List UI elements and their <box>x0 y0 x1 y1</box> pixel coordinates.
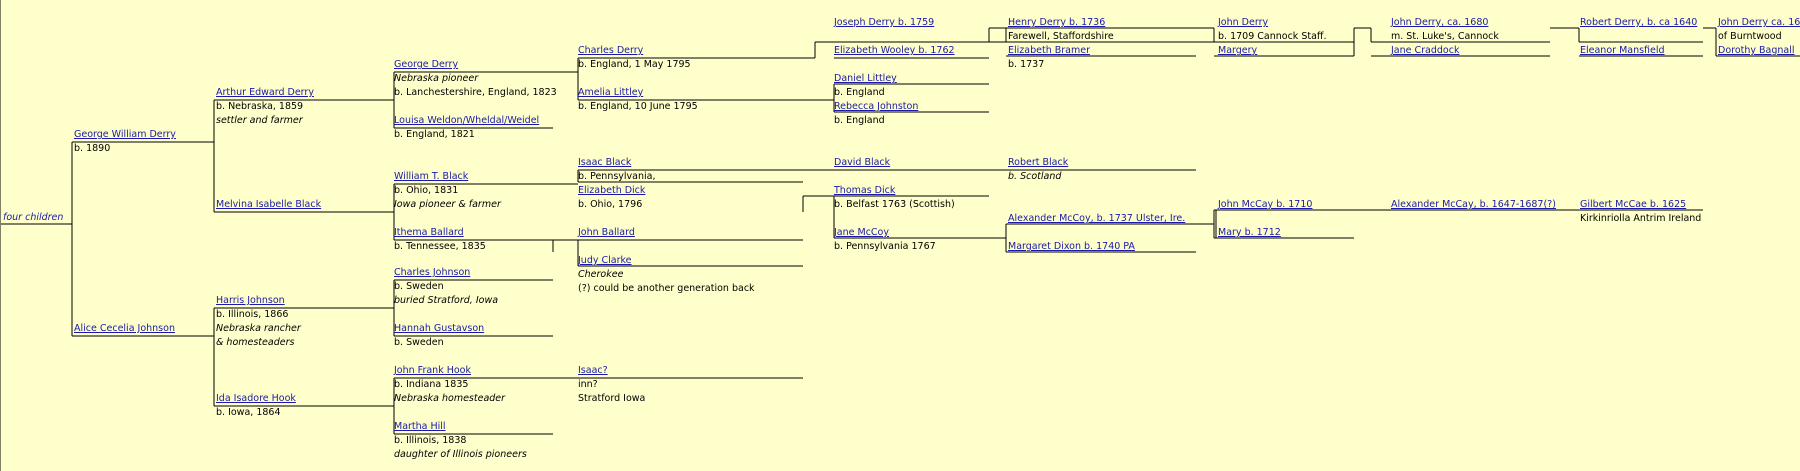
george-derry-birth: b. Lanchestershire, England, 1823 <box>394 87 557 98</box>
person-john-frank-hook[interactable]: John Frank Hook <box>394 365 471 376</box>
person-elizabeth-wooley[interactable]: Elizabeth Wooley b. 1762 <box>834 45 955 56</box>
person-elizabeth-dick[interactable]: Elizabeth Dick <box>578 185 646 196</box>
daniel-birth: b. England <box>834 87 885 98</box>
person-george-derry[interactable]: George Derry <box>394 59 459 70</box>
four-children-label[interactable]: four children <box>3 212 64 223</box>
robert-black-birth: b. Scotland <box>1008 171 1062 182</box>
ithema-birth: b. Tennessee, 1835 <box>394 241 486 252</box>
harris-note-1: Nebraska rancher <box>216 323 301 334</box>
ida-birth: b. Iowa, 1864 <box>216 407 281 418</box>
isaac-unknown-line-1: inn? <box>578 379 598 390</box>
gilbert-place: Kirkinriolla Antrim Ireland <box>1580 213 1702 224</box>
person-george-william-derry[interactable]: George William Derry <box>74 129 176 140</box>
person-amelia-littley[interactable]: Amelia Littley <box>578 87 644 98</box>
person-harris-johnson[interactable]: Harris Johnson <box>216 295 285 306</box>
person-eleanor-mansfield[interactable]: Eleanor Mansfield <box>1580 45 1665 56</box>
judy-note-2: (?) could be another generation back <box>578 283 755 294</box>
person-ithema-ballard[interactable]: Ithema Ballard <box>394 227 464 238</box>
john-derry-16xx-place: of Burntwood <box>1718 31 1782 42</box>
person-martha-hill[interactable]: Martha Hill <box>394 421 446 432</box>
person-charles-derry[interactable]: Charles Derry <box>578 45 644 56</box>
person-rebecca-johnston[interactable]: Rebecca Johnston <box>834 101 919 112</box>
person-dorothy-bagnall[interactable]: Dorothy Bagnall <box>1718 45 1795 56</box>
charles-derry-birth: b. England, 1 May 1795 <box>578 59 691 70</box>
person-isaac-black[interactable]: Isaac Black <box>578 157 632 168</box>
person-joseph-derry[interactable]: Joseph Derry b. 1759 <box>834 17 935 28</box>
person-judy-clarke[interactable]: Judy Clarke <box>578 255 632 266</box>
arthur-note: settler and farmer <box>216 115 303 126</box>
person-melvina-isabelle-black[interactable]: Melvina Isabelle Black <box>216 199 322 210</box>
henry-place: Farewell, Staffordshire <box>1008 31 1114 42</box>
person-john-derry-16xx[interactable]: John Derry ca. 16 <box>1718 17 1800 28</box>
person-margaret-dixon[interactable]: Margaret Dixon b. 1740 PA <box>1008 241 1135 252</box>
person-elizabeth-bramer[interactable]: Elizabeth Bramer <box>1008 45 1090 56</box>
charles-johnson-note: buried Stratford, Iowa <box>394 295 499 306</box>
william-birth: b. Ohio, 1831 <box>394 185 459 196</box>
amelia-birth: b. England, 10 June 1795 <box>578 101 698 112</box>
isaac-unknown-line-2: Stratford Iowa <box>578 393 646 404</box>
person-robert-black[interactable]: Robert Black <box>1008 157 1069 168</box>
person-jane-craddock[interactable]: Jane Craddock <box>1391 45 1460 56</box>
louisa-birth: b. England, 1821 <box>394 129 475 140</box>
person-daniel-littley[interactable]: Daniel Littley <box>834 73 897 84</box>
person-jane-mccoy[interactable]: Jane McCoy <box>834 227 889 238</box>
william-note: Iowa pioneer & farmer <box>394 199 501 210</box>
person-thomas-dick[interactable]: Thomas Dick <box>834 185 896 196</box>
person-henry-derry[interactable]: Henry Derry b. 1736 <box>1008 17 1106 28</box>
arthur-birth: b. Nebraska, 1859 <box>216 101 304 112</box>
person-hannah-gustavson[interactable]: Hannah Gustavson <box>394 323 485 334</box>
elizabeth-bramer-birth: b. 1737 <box>1008 59 1045 70</box>
person-david-black[interactable]: David Black <box>834 157 891 168</box>
person-john-derry-1709[interactable]: John Derry <box>1218 17 1269 28</box>
elizabeth-dick-birth: b. Ohio, 1796 <box>578 199 643 210</box>
charles-johnson-birth: b. Sweden <box>394 281 444 292</box>
person-alice-cecelia-johnson[interactable]: Alice Cecelia Johnson <box>74 323 175 334</box>
harris-birth: b. Illinois, 1866 <box>216 309 289 320</box>
john-derry-1709-birth: b. 1709 Cannock Staff. <box>1218 31 1327 42</box>
jane-mccoy-birth: b. Pennsylvania 1767 <box>834 241 936 252</box>
person-charles-johnson[interactable]: Charles Johnson <box>394 267 471 278</box>
person-gilbert-mccae[interactable]: Gilbert McCae b. 1625 <box>1580 199 1687 210</box>
hannah-birth: b. Sweden <box>394 337 444 348</box>
martha-birth: b. Illinois, 1838 <box>394 435 467 446</box>
person-isaac-unknown[interactable]: Isaac? <box>578 365 608 376</box>
john-derry-1680-marriage: m. St. Luke's, Cannock <box>1391 31 1499 42</box>
person-john-derry-1680[interactable]: John Derry, ca. 1680 <box>1391 17 1489 28</box>
rebecca-birth: b. England <box>834 115 885 126</box>
person-john-mccay[interactable]: John McCay b. 1710 <box>1218 199 1313 210</box>
person-mary-1712[interactable]: Mary b. 1712 <box>1218 227 1281 238</box>
george-derry-note: Nebraska pioneer <box>394 73 479 84</box>
george-william-derry-birth: b. 1890 <box>74 143 111 154</box>
judy-note-1: Cherokee <box>578 269 624 280</box>
john-frank-hook-note: Nebraska homesteader <box>394 393 506 404</box>
harris-note-2: & homesteaders <box>216 337 295 348</box>
person-william-t-black[interactable]: William T. Black <box>394 171 469 182</box>
person-louisa-weldon[interactable]: Louisa Weldon/Wheldal/Weidel <box>394 115 540 126</box>
person-robert-derry[interactable]: Robert Derry, b. ca 1640 <box>1580 17 1698 28</box>
person-arthur-edward-derry[interactable]: Arthur Edward Derry <box>216 87 314 98</box>
thomas-dick-birth: b. Belfast 1763 (Scottish) <box>834 199 955 210</box>
person-alexander-mccay[interactable]: Alexander McCay, b. 1647-1687(?) <box>1391 199 1556 210</box>
person-alexander-mccoy[interactable]: Alexander McCoy, b. 1737 Ulster, Ire. <box>1008 213 1186 224</box>
person-margery[interactable]: Margery <box>1218 45 1258 56</box>
person-john-ballard[interactable]: John Ballard <box>578 227 635 238</box>
person-ida-isadore-hook[interactable]: Ida Isadore Hook <box>216 393 296 404</box>
john-frank-hook-birth: b. Indiana 1835 <box>394 379 469 390</box>
martha-note: daughter of Illinois pioneers <box>394 449 527 460</box>
isaac-black-birth: b. Pennsylvania, <box>578 171 656 182</box>
